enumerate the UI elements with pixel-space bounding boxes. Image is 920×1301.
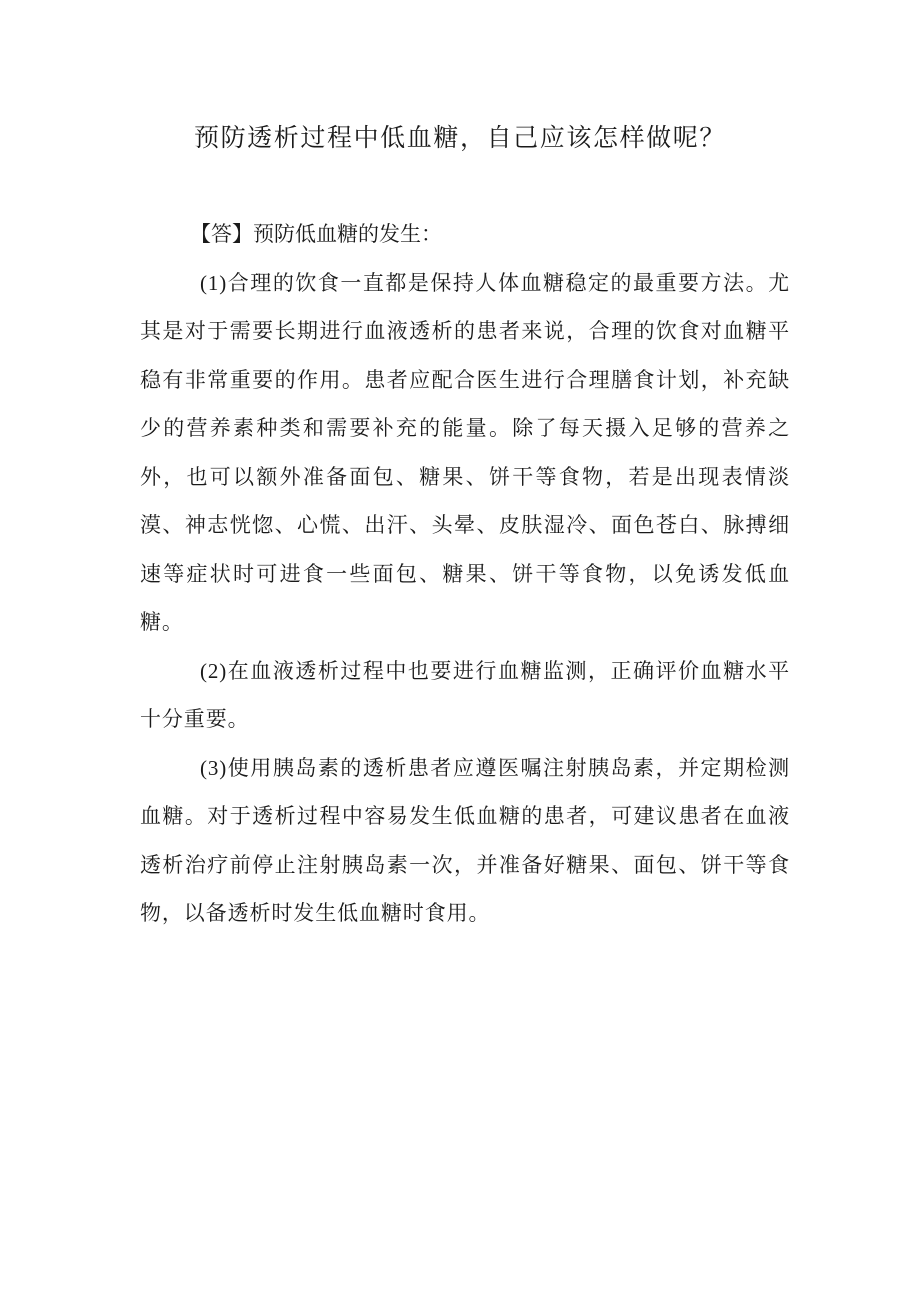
answer-intro-text: 预防低血糖的发生： [253,222,442,246]
answer-intro [140,210,790,259]
answer-item-3 [140,744,790,938]
item-text-1: 合理的饮食一直都是保持人体血糖稳定的最重要方法。尤其是对于需要长期进行血液透析的患者来说，合理的饮食对血糖平稳有非常重要的作用。患者应配合医生进行合理膳食计划，补充缺少的营养素种类和需要补充的能量。除了每天摄入足够的营养之外，也可以额外准备面包、糖果、饼干等食物，若是出现表情淡漠、神志恍惚、心慌、出汗、头晕、皮肤湿冷、面色苍白、脉搏细速等症状时可进食一些面包、糖果、饼干等食物，以免诱发低血糖。 [140,270,790,634]
item-number-2: (2) [200,658,228,683]
document-body [140,210,790,938]
item-number-1: (1) [200,270,228,295]
item-number-3: (3) [200,755,228,780]
item-text-2: 在血液透析过程中也要进行血糖监测，正确评价血糖水平十分重要。 [140,658,790,731]
answer-item-1 [140,259,790,647]
item-text-3: 使用胰岛素的透析患者应遵医嘱注射胰岛素，并定期检测血糖。对于透析过程中容易发生低血糖的患者，可建议患者在血液透析治疗前停止注射胰岛素一次，并准备好糖果、面包、饼干等食物，以备透析时发生低血糖时食用。 [140,755,790,925]
answer-label: 【答】 [190,222,253,246]
answer-item-2 [140,647,790,744]
document-title: 预防透析过程中低血糖，自己应该怎样做呢？ [193,123,726,152]
